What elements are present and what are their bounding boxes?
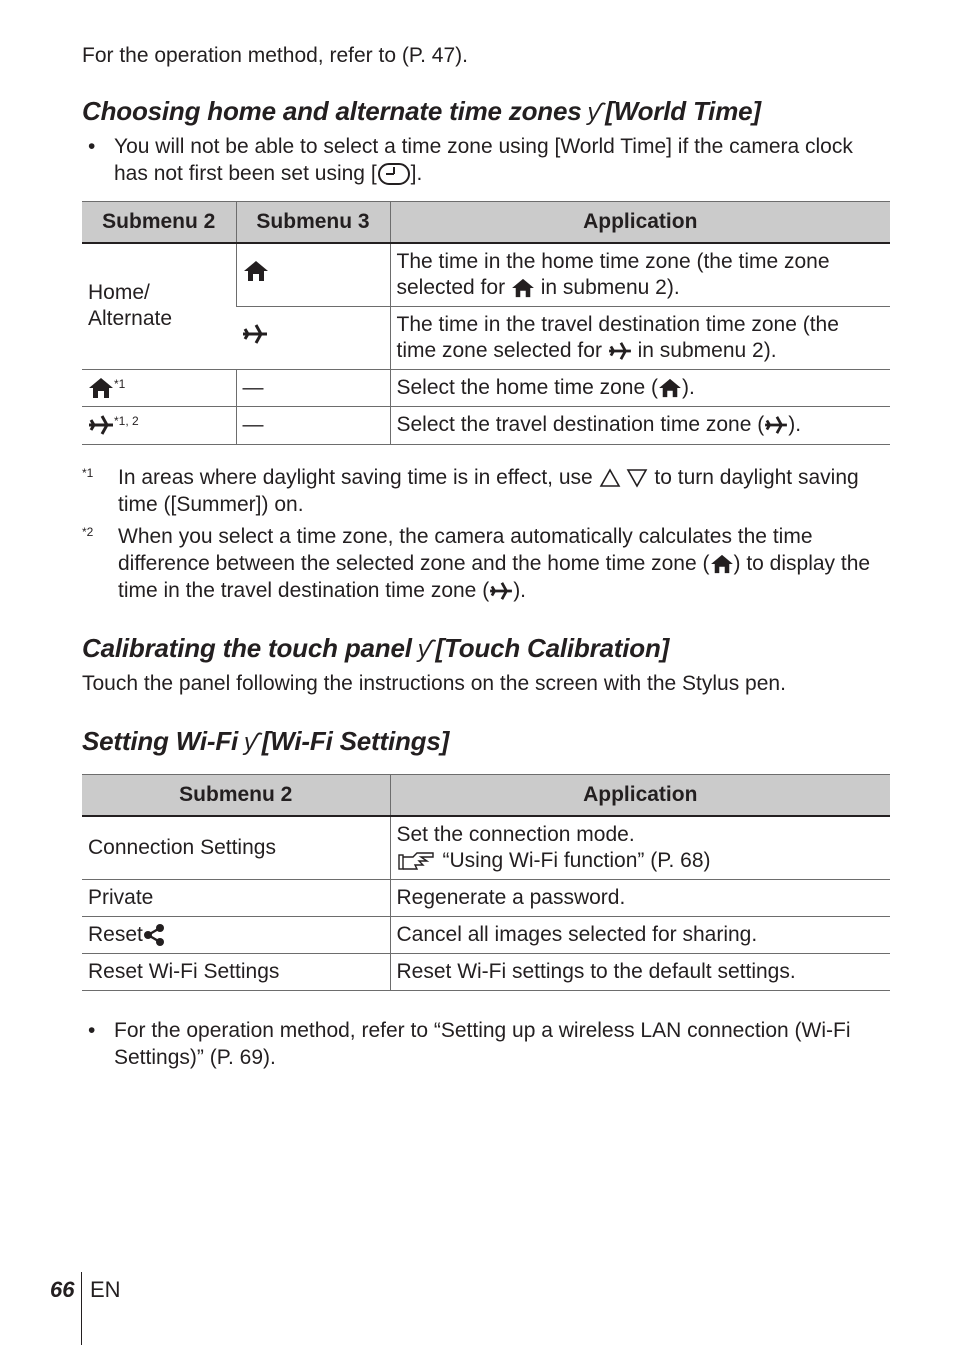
wifi-bullet-note: • For the operation method, refer to “Setting up a wireless LAN connection (Wi-Fi Settings)” (P. 69). [88, 1017, 888, 1071]
heading-text: Setting Wi-Fi [82, 726, 239, 756]
airplane-icon [608, 341, 632, 361]
footnote-text: In areas where daylight saving time is in effect, use [118, 466, 593, 489]
heading-suffix: [Wi-Fi Settings] [261, 726, 450, 756]
language-label: EN [90, 1277, 121, 1302]
application-cell: Cancel all images selected for sharing. [390, 916, 890, 953]
table-row [82, 916, 890, 953]
up-down-arrows-icon [599, 467, 649, 489]
table-row [82, 406, 890, 444]
heading-text: Choosing home and alternate time zones [82, 96, 582, 126]
footnote-1 [82, 464, 892, 518]
submenu2-cell: Reset Wi-Fi Settings [82, 953, 390, 990]
footnote-mark: *2 [82, 525, 94, 539]
heading-suffix: [World Time] [605, 96, 761, 126]
airplane-icon [242, 323, 268, 345]
application-cell [390, 816, 890, 879]
submenu2-cell: Private [82, 879, 390, 916]
footnote-text: to turn daylight saving time ([Summer]) on. [118, 466, 859, 516]
cell-text: ). [788, 413, 802, 436]
cell-text: The time in the travel destination time zone (the time zone selected for [396, 312, 839, 362]
column-header: Submenu 3 [236, 202, 390, 244]
submenu3-cell: — [236, 369, 390, 406]
cell-text: ). [681, 375, 695, 399]
home-icon [710, 554, 734, 574]
intro-text: For the operation method, refer to (P. 47). [82, 44, 468, 67]
airplane-icon [88, 414, 114, 436]
cell-text: “Using Wi-Fi function” (P. 68) [442, 848, 711, 872]
footnote-ref: *1, 2 [114, 414, 139, 428]
submenu3-cell [236, 243, 390, 306]
table-row [82, 816, 890, 879]
wifi-settings-table [82, 774, 890, 991]
cell-text: Select the travel destination time zone ( [396, 413, 765, 436]
application-cell [390, 406, 890, 444]
cell-text: Set the connection mode. [396, 822, 635, 846]
submenu3-cell [236, 306, 390, 369]
footnote-mark: *1 [82, 466, 94, 480]
bullet-note: • You will not be able to select a time zone using [World Time] if the camera clock has not first been set using [ ]. [88, 135, 853, 185]
home-alternate-cell: Home/ Alternate [82, 243, 236, 369]
column-header: Submenu 2 [82, 202, 236, 244]
airplane-icon [489, 581, 513, 601]
application-cell [390, 306, 890, 369]
home-icon [511, 278, 535, 298]
cell-text: The time in the home time zone (the time zone selected for [396, 249, 830, 299]
table-row [82, 879, 890, 916]
clock-icon [377, 162, 411, 186]
footnote-text: ) to display the time in the travel destination time zone ( [118, 552, 871, 602]
column-header: Application [390, 775, 890, 817]
table-header-row [82, 202, 890, 244]
heading-text: Calibrating the touch panel [82, 633, 412, 663]
submenu2-cell [82, 369, 236, 406]
application-cell [390, 243, 890, 306]
world-time-table [82, 201, 890, 445]
bullet-text: For the operation method, refer to “Setting up a wireless LAN connection (Wi-Fi Settings)” (P. 69). [114, 1019, 851, 1069]
submenu2-cell [82, 916, 390, 953]
cell-text: Select the home time zone ( [396, 375, 658, 399]
section-heading-wifi-settings [82, 726, 449, 757]
bullet-text-end: ]. [410, 162, 423, 185]
column-header: Submenu 2 [82, 775, 390, 817]
airplane-icon [764, 415, 788, 435]
menu-path-icon: ƴ [587, 99, 600, 126]
bullet-text: You will not be able to select a time zone using [World Time] if the camera clock has not first been set using [ [114, 135, 853, 185]
application-cell [390, 369, 890, 406]
touch-calibration-text: Touch the panel following the instructions on the screen with the Stylus pen. [82, 672, 786, 695]
footnote-text: When you select a time zone, the camera automatically calculates the time difference between the selected zone and the home time zone ( [118, 525, 813, 575]
table-row [82, 243, 890, 306]
table-header-row [82, 775, 890, 817]
home-icon [243, 260, 269, 282]
footnote-text: ). [513, 579, 527, 602]
menu-path-icon: ƴ [244, 729, 256, 756]
submenu2-cell: Connection Settings [82, 816, 390, 879]
footnote-ref: *1 [114, 376, 126, 391]
section-heading-world-time [82, 96, 761, 127]
home-icon [658, 378, 682, 398]
menu-path-icon: ƴ [417, 636, 430, 663]
page-number: 66 [50, 1277, 75, 1302]
pointing-hand-icon [397, 851, 435, 871]
footnote-2 [82, 523, 892, 604]
heading-suffix: [Touch Calibration] [435, 633, 670, 663]
home-icon [88, 377, 114, 399]
application-cell: Reset Wi-Fi settings to the default settings. [390, 953, 890, 990]
submenu2-cell [82, 406, 236, 444]
section-heading-touch-calibration [82, 633, 669, 664]
submenu3-cell: — [236, 406, 390, 444]
application-cell: Regenerate a password. [390, 879, 890, 916]
cell-text: in submenu 2). [637, 338, 777, 362]
table-row [82, 953, 890, 990]
cell-text: in submenu 2). [540, 275, 680, 299]
footer-divider [81, 1272, 82, 1345]
table-row [82, 369, 890, 406]
cell-text: Reset [88, 922, 143, 946]
column-header: Application [390, 202, 890, 244]
share-icon [143, 924, 165, 946]
